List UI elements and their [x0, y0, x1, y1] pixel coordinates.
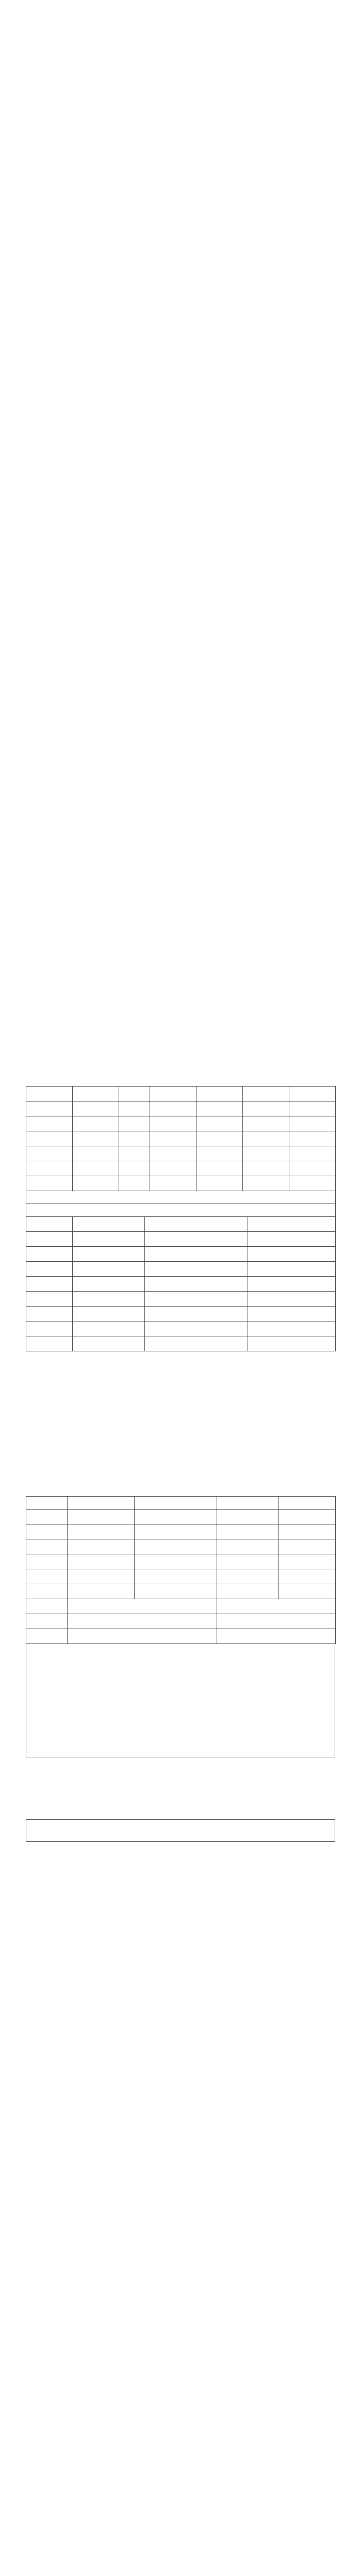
- table-header-cell: [217, 1497, 279, 1510]
- table-row: [26, 1569, 336, 1584]
- table-cell: [217, 1629, 336, 1644]
- section-spacer: [31, 423, 330, 470]
- table-cell: [119, 1116, 150, 1131]
- table-cell: [26, 1292, 73, 1307]
- table-row: [26, 1262, 336, 1277]
- table-cell: [119, 1146, 150, 1161]
- section-header-cell: [26, 1191, 336, 1204]
- table-cell: [217, 1539, 279, 1554]
- work-record-extra-table: [26, 1599, 336, 1644]
- table-row: [26, 1292, 336, 1307]
- table-row: [26, 1510, 336, 1524]
- table-cell: [119, 1161, 150, 1176]
- table-cell: [243, 1116, 289, 1131]
- table-cell: [279, 1554, 336, 1569]
- table-cell: [73, 1232, 145, 1247]
- table-cell: [73, 1146, 119, 1161]
- table-cell: [248, 1321, 336, 1336]
- table-cell: [26, 1599, 68, 1614]
- table-cell: [26, 1336, 73, 1351]
- table-cell: [217, 1569, 279, 1584]
- table-cell: [135, 1539, 217, 1554]
- table-row: [26, 1161, 336, 1176]
- table-cell: [248, 1232, 336, 1247]
- commitment-notice: [26, 1644, 335, 1757]
- table-header-cell: [279, 1497, 336, 1510]
- table-cell: [68, 1539, 135, 1554]
- table-cell: [73, 1247, 145, 1262]
- table-cell: [26, 1629, 68, 1644]
- table-cell: [73, 1087, 119, 1101]
- table-cell: [150, 1146, 196, 1161]
- table-cell: [119, 1176, 150, 1191]
- table-cell: [279, 1539, 336, 1554]
- table-cell: [243, 1146, 289, 1161]
- table-cell: [150, 1087, 196, 1101]
- table-cell: [68, 1614, 217, 1629]
- table-cell: [26, 1087, 73, 1101]
- table-row: [26, 1116, 336, 1131]
- table-cell: [145, 1262, 248, 1277]
- table-cell: [243, 1131, 289, 1146]
- table-row: [26, 1599, 336, 1614]
- work-record-form: [26, 1494, 335, 1842]
- table-row: [26, 1101, 336, 1116]
- table-cell: [289, 1161, 336, 1176]
- table-row: [26, 1217, 336, 1232]
- table-cell: [217, 1554, 279, 1569]
- table-cell: [150, 1176, 196, 1191]
- table-cell: [26, 1614, 68, 1629]
- table-cell: [243, 1176, 289, 1191]
- table-cell: [217, 1614, 336, 1629]
- table-cell: [145, 1336, 248, 1351]
- table-header-cell: [135, 1497, 217, 1510]
- table-row: [26, 1247, 336, 1262]
- table-cell: [150, 1116, 196, 1131]
- table-cell: [73, 1131, 119, 1146]
- table-row: [26, 1336, 336, 1351]
- table-cell: [196, 1146, 243, 1161]
- section-header-cell: [26, 1204, 336, 1217]
- table-cell: [150, 1161, 196, 1176]
- table-cell: [26, 1247, 73, 1262]
- table-cell: [73, 1262, 145, 1277]
- table-cell: [26, 1524, 68, 1539]
- table-row: [26, 1554, 336, 1569]
- table-cell: [217, 1584, 279, 1599]
- table-cell: [248, 1336, 336, 1351]
- table-cell: [73, 1217, 145, 1232]
- table-cell: [145, 1217, 248, 1232]
- table-cell: [68, 1510, 135, 1524]
- table-cell: [68, 1599, 217, 1614]
- table-cell: [289, 1116, 336, 1131]
- table-cell: [243, 1161, 289, 1176]
- table-cell: [279, 1510, 336, 1524]
- table-cell: [26, 1539, 68, 1554]
- table-cell: [73, 1307, 145, 1321]
- table-cell: [248, 1307, 336, 1321]
- section-spacer: [31, 268, 330, 417]
- registration-table: [26, 1086, 336, 1191]
- announcement-body: [31, 106, 330, 476]
- table-cell: [135, 1524, 217, 1539]
- table-cell: [289, 1131, 336, 1146]
- table-row: [26, 1614, 336, 1629]
- table-cell: [26, 1569, 68, 1584]
- table-header-row: [26, 1497, 336, 1510]
- family-table: [26, 1291, 336, 1351]
- table-cell: [26, 1277, 73, 1292]
- table-cell: [196, 1161, 243, 1176]
- table-cell: [279, 1584, 336, 1599]
- table-cell: [243, 1101, 289, 1116]
- table-cell: [119, 1101, 150, 1116]
- table-cell: [68, 1554, 135, 1569]
- table-cell: [26, 1510, 68, 1524]
- table-header-cell: [26, 1497, 68, 1510]
- table-cell: [26, 1101, 73, 1116]
- table-cell: [248, 1217, 336, 1232]
- table-cell: [135, 1510, 217, 1524]
- table-cell: [26, 1161, 73, 1176]
- table-cell: [145, 1247, 248, 1262]
- table-cell: [289, 1176, 336, 1191]
- table-row: [26, 1539, 336, 1554]
- table-cell: [217, 1599, 336, 1614]
- table-cell: [73, 1176, 119, 1191]
- table-cell: [73, 1292, 145, 1307]
- table-row: [26, 1232, 336, 1247]
- table-cell: [150, 1101, 196, 1116]
- table-cell: [119, 1131, 150, 1146]
- table-cell: [26, 1116, 73, 1131]
- table-cell: [119, 1087, 150, 1101]
- table-cell: [135, 1584, 217, 1599]
- table-cell: [73, 1336, 145, 1351]
- applicant-signature-row: [26, 1819, 335, 1842]
- table-cell: [196, 1101, 243, 1116]
- table-row: [26, 1524, 336, 1539]
- table-cell: [26, 1232, 73, 1247]
- table-cell: [196, 1176, 243, 1191]
- table-cell: [68, 1569, 135, 1584]
- table-cell: [248, 1292, 336, 1307]
- table-cell: [26, 1262, 73, 1277]
- table-cell: [279, 1524, 336, 1539]
- section-spacer: [31, 112, 330, 262]
- table-cell: [196, 1087, 243, 1101]
- table-cell: [150, 1131, 196, 1146]
- table-cell: [26, 1584, 68, 1599]
- table-row: [26, 1146, 336, 1161]
- table-cell: [26, 1321, 73, 1336]
- table-cell: [73, 1321, 145, 1336]
- table-cell: [73, 1161, 119, 1176]
- table-cell: [248, 1262, 336, 1277]
- section-header-row: [26, 1191, 336, 1204]
- table-cell: [145, 1307, 248, 1321]
- table-cell: [243, 1087, 289, 1101]
- table-cell: [217, 1510, 279, 1524]
- table-cell: [196, 1116, 243, 1131]
- table-row: [26, 1131, 336, 1146]
- table-cell: [68, 1524, 135, 1539]
- table-cell: [145, 1321, 248, 1336]
- table-cell: [73, 1116, 119, 1131]
- table-cell: [279, 1569, 336, 1584]
- table-cell: [73, 1277, 145, 1292]
- table-cell: [26, 1307, 73, 1321]
- table-cell: [26, 1217, 73, 1232]
- table-row: [26, 1321, 336, 1336]
- table-row: [26, 1629, 336, 1644]
- table-cell: [145, 1292, 248, 1307]
- table-cell: [248, 1277, 336, 1292]
- table-cell: [145, 1232, 248, 1247]
- table-cell: [73, 1101, 119, 1116]
- work-record-table: [26, 1496, 336, 1599]
- table-cell: [289, 1087, 336, 1101]
- table-cell: [145, 1277, 248, 1292]
- table-cell: [196, 1131, 243, 1146]
- table-cell: [217, 1524, 279, 1539]
- table-cell: [68, 1629, 217, 1644]
- table-row: [26, 1087, 336, 1101]
- table-cell: [248, 1247, 336, 1262]
- table-header-cell: [68, 1497, 135, 1510]
- table-cell: [26, 1554, 68, 1569]
- table-row: [26, 1176, 336, 1191]
- table-cell: [135, 1569, 217, 1584]
- table-row: [26, 1277, 336, 1292]
- experience-table: [26, 1191, 336, 1292]
- table-cell: [26, 1146, 73, 1161]
- table-cell: [289, 1101, 336, 1116]
- table-cell: [135, 1554, 217, 1569]
- table-cell: [68, 1584, 135, 1599]
- table-row: [26, 1307, 336, 1321]
- section-header-row: [26, 1204, 336, 1217]
- table-cell: [26, 1131, 73, 1146]
- registration-form: [26, 1082, 335, 1354]
- table-cell: [289, 1146, 336, 1161]
- table-cell: [26, 1176, 73, 1191]
- table-row: [26, 1584, 336, 1599]
